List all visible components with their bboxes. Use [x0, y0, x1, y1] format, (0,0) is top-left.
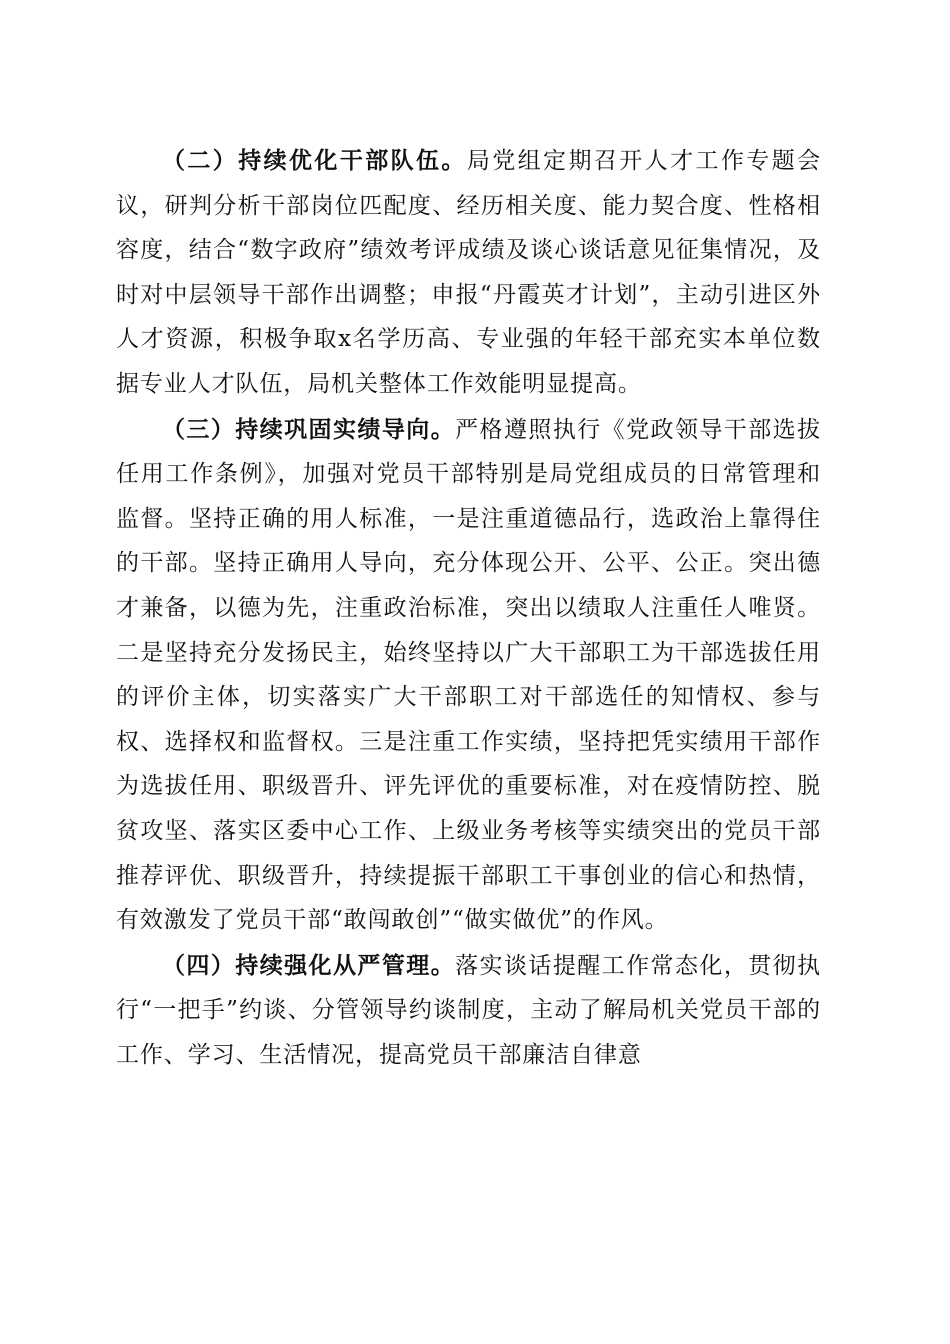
paragraph-heading: （四）持续强化从严管理。: [162, 952, 456, 979]
paragraph-optimize-cadre-team: [116, 139, 821, 407]
paragraph-text: 局党组定期召开人才工作专题会议，研判分析干部岗位匹配度、经历相关度、能力契合度、性格相容度，结合“数字政府”绩效考评成绩及谈心谈话意见征集情况，及时对中层领导干部作出调整；申报“丹霞英才计划”，主动引进区外人才资源，积极争取x名学历高、专业强的年轻干部充实本单位数据专业人才队伍，局机关整体工作效能明显提高。: [116, 148, 821, 397]
document-body: [116, 139, 821, 1077]
paragraph-text: 落实谈话提醒工作常态化，贯彻执行“一把手”约谈、分管领导约谈制度，主动了解局机关党员干部的工作、学习、生活情况，提高党员干部廉洁自律意: [116, 952, 821, 1068]
paragraph-strict-management: [116, 944, 821, 1078]
paragraph-text: 严格遵照执行《党政领导干部选拔任用工作条例》，加强对党员干部特别是局党组成员的日常管理和监督。坚持正确的用人标准，一是注重道德品行，选政治上靠得住的干部。坚持正确用人导向，充分体现公开、公平、公正。突出德才兼备，以德为先，注重政治标准，突出以绩取人注重任人唯贤。二是坚持充分发扬民主，始终坚持以广大干部职工为干部选拔任用的评价主体，切实落实广大干部职工对干部选任的知情权、参与权、选择权和监督权。三是注重工作实绩，坚持把凭实绩用干部作为选拔任用、职级晋升、评先评优的重要标准，对在疫情防控、脱贫攻坚、落实区委中心工作、上级业务考核等实绩突出的党员干部推荐评优、职级晋升，持续提振干部职工干事创业的信心和热情，有效激发了党员干部“敢闯敢创”“做实做优”的作风。: [116, 416, 821, 934]
paragraph-performance-orientation: [116, 408, 821, 943]
paragraph-heading: （三）持续巩固实绩导向。: [162, 416, 456, 443]
paragraph-heading: （二）持续优化干部队伍。: [162, 148, 467, 174]
